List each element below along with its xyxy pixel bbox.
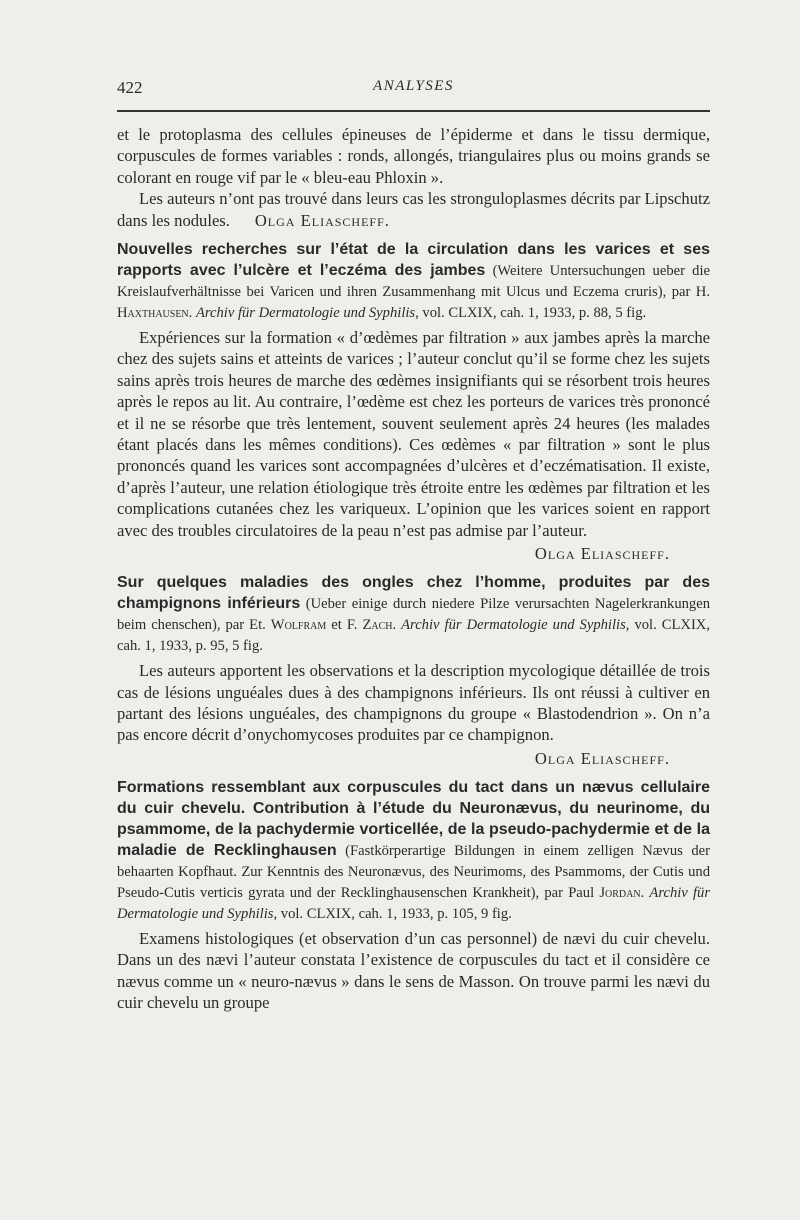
entry-summary: Examens histologiques (et observation d’un cas personnel) de nævi du cuir chevelu. Dans un des nævi l’auteur constata l’existence de corpuscules du tact et il considère ce nævus comme un « neuro-nævus » dans le sens de Masson. On trouve parmi les nævi du cuir chevelu un groupe (117, 928, 710, 1012)
continuation-paragraph-2 (117, 188, 710, 231)
entry-journal: Archiv für Dermatologie und Syphilis (117, 884, 710, 922)
signature: Olga Eliascheff. (534, 544, 670, 564)
entry-title: Sur quelques maladies des ongles chez l’homme, produites par des champignons inférieurs (117, 574, 710, 613)
entry-ref-sep: . (188, 305, 196, 322)
signature: Olga Eliascheff. (254, 210, 390, 230)
entry-reference: (Ueber einige durch niedere Pilze verursachten Nagelerkrankungen beim chenschen), par Et. (117, 596, 710, 634)
document-page (117, 78, 710, 1013)
entry-heading (117, 239, 710, 323)
entry-journal: Archiv für Dermatologie und Syphilis (195, 305, 416, 322)
abstract-entry (117, 777, 710, 1014)
abstract-entry (117, 572, 710, 769)
running-title: ANALYSES (373, 78, 454, 94)
entry-heading (117, 777, 710, 924)
entry-ref-tail: , vol. CLXIX, cah. 1, 1933, p. 95, 5 fig. (117, 617, 710, 655)
entry-ref-sep: et F. (326, 617, 363, 634)
entry-reference: (Fastkörperartige Bildungen in einem zelligen Nævus der behaarten Kopfhaut. Zur Kenntnis des Neuronævus, des Neurimoms, des Psammoms, der Cutis und Pseudo-Cutis verticis gyrata und der Recklinghausenschen Krankheit), par Paul (117, 842, 710, 901)
entry-author: Wolfram (270, 617, 327, 634)
entry-journal: Archiv für Dermatologie und Syphilis (401, 617, 626, 634)
entry-signature-line (117, 748, 710, 769)
entry-summary: Expériences sur la formation « d’œdèmes par filtration » aux jambes après la marche chez des sujets sains et atteints de varices ; l’auteur conclut qu’il se forme chez les sujets sains après trois heures de marche des œdèmes insignifiants qui se résorbent trois heures après le repos au lit. Au contraire, l’œdème est chez les porteurs de varices très prononcé et il ne se résorbe que très lentement, souvent seulement après 24 heures (les malades étant placés dans les mêmes conditions). Ces œdèmes « par filtration » sont le plus prononcés quand les varices sont accompagnées d’ulcères et d’eczématisation. Il existe, d’après l’auteur, une relation étiologique très étroite entre les œdèmes par filtration et les complications cutanées chez les variqueux. L’opinion que les varices soient en rapport avec des troubles circulatoires de la peau n’est pas admise par l’auteur. (117, 328, 710, 540)
entry-title: Formations ressemblant aux corpuscules du tact dans un nævus cellulaire du cuir chevelu. Contribution à l’étude du Neuronævus, du neurinome, du psammome, de la pachydermie vorticellée, de la pseudo-pachydermie et de la maladie de Recklinghausen (117, 778, 710, 859)
entry-ref-sep-2: . (392, 617, 402, 634)
signature: Olga Eliascheff. (534, 748, 670, 768)
page-number: 422 (117, 78, 143, 97)
entry-heading (117, 572, 710, 656)
entry-ref-tail: , vol. CLXIX, cah. 1, 1933, p. 88, 5 fig. (415, 305, 647, 322)
abstract-entry (117, 239, 710, 564)
entry-author: Haxthausen (117, 305, 189, 322)
entry-author-2: Zach (362, 617, 393, 634)
page-header (117, 78, 710, 104)
continuation-paragraph: et le protoplasma des cellules épineuses de l’épiderme et dans le tissu dermique, corpuscules de formes variables : ronds, allongés, triangulaires plus ou moins grands se colorant en rouge vif par le « bleu-eau Phloxin ». (117, 125, 710, 187)
header-rule (117, 110, 710, 112)
entry-ref-tail: , vol. CLXIX, cah. 1, 1933, p. 105, 9 fig. (273, 905, 512, 922)
entry-ref-sep: . (640, 884, 650, 901)
continuation-text: Les auteurs n’ont pas trouvé dans leurs cas les stronguloplasmes décrits par Lipschutz dans les nodules. (117, 189, 710, 230)
entry-author: Jordan (599, 884, 641, 901)
entry-signature-line (117, 543, 710, 564)
entry-reference: (Weitere Untersuchungen ueber die Kreislaufverhältnisse bei Varicen und ihren Zusammenhang mit Ulcus und Eczema cruris), par H. (117, 263, 711, 301)
entry-title: Nouvelles recherches sur l’état de la circulation dans les varices et ses rapports avec l’ulcère et l’eczéma des jambes (117, 241, 710, 280)
entry-summary: Les auteurs apportent les observations et la description mycologique détaillée de trois cas de lésions unguéales dues à des champignons inférieurs. Ils ont réussi à cultiver en partant des lésions unguéales, des champignons du groupe « Blastodendrion ». On n’a pas encore décrit d’onychomycoses produites par ce champignon. (117, 661, 710, 745)
